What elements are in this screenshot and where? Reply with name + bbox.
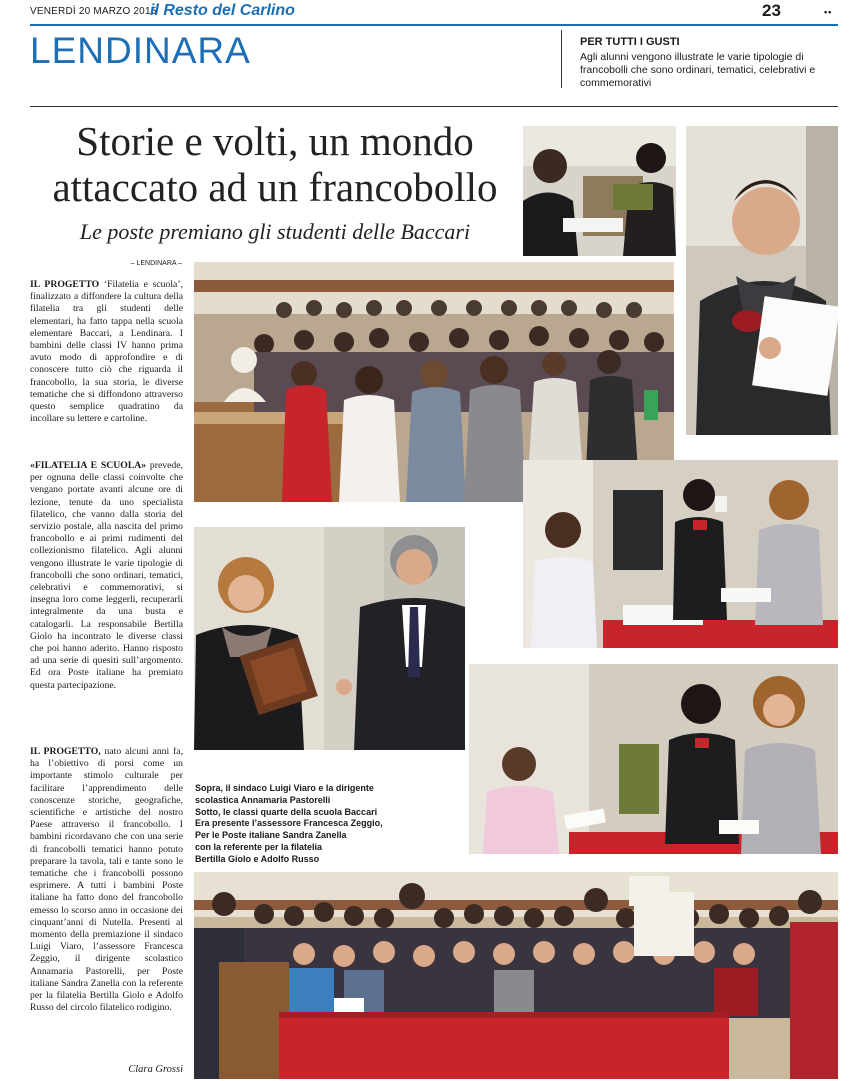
caption-line: scolastica Annamaria Pastorelli xyxy=(195,794,331,805)
caption-line: Era presente l’assessore Francesca Zeggio, xyxy=(195,818,383,829)
page-number: 23 xyxy=(762,1,781,20)
issue-date: VENERDÌ 20 MARZO 2015 xyxy=(30,6,157,17)
headline xyxy=(30,118,520,210)
paragraph-text: nato alcuni anni fa, ha l’obiettivo di porsi come un importante stimolo culturale per facilitare l’apprendimento delle conoscenze storiche, geografiche, scientifiche e artistiche del nostro Paese attraverso il francobollo. I bambini ricordavano che con una serie di francobolli tematici hanno potuto preparare la tavola, tali e tante sono le tematiche che i francobolli possono esprimere. A tutti i bambini Poste italiane ha fatto dono del francobollo emesso lo scorso anno in occasione dei cinquant’anni di Nutella. Presenti al momento della premiazione il sindaco Luigi Viaro, l’assessore Francesca Zeggio, il dirigente scolastico Annamaria Pastorelli, per Poste italiane Sandra Zanella con la referente per la filatelia Bertilla Giolo e Adolfo Russo del circolo filatelico rodigino. xyxy=(30,746,183,1014)
article-paragraph-3 xyxy=(30,746,183,1014)
subheadline: Le poste premiano gli studenti delle Baccari xyxy=(79,219,471,244)
section-title: LENDINARA xyxy=(30,30,251,71)
photo-caption xyxy=(195,783,465,866)
paragraph-text: prevede, per ognuna delle classi coinvolte che vengano portate avanti alcune ore di lezione, tenute da uno specialista filatelico, che vanno dalla storia del servizio postale, alla nascita del primo francobollo e ai primi rudimenti del collezionismo filatelico. Agli alunni vengono illustrate le varie tipologie di francobolli che sono ordinari, tematici, celebrativi e commemorativi, si insegna loro come leggerli, recuperarli integralmente da una busta e catalogarli. La responsabile Bertilla Giolo ha incontrato le diverse classi che poi hanno aderito. Hanno risposto ad una serie di quesiti sull’argomento. Ed ora Poste italiane ha premiato questa partecipazione. xyxy=(30,460,183,691)
article-paragraph-2 xyxy=(30,460,183,692)
paragraph-text: ‘Filatelia e scuola’, finalizzato a diffondere la cultura della filatelia tra gli studenti delle elementari, ha fatto tappa nella scuola elementare Baccari, a Lendinara. I bambini delle classi IV hanno prima avuto modo di approfondire e di conoscere tutto ciò che riguarda il francobollo, la sua storia, le diverse tematiche che si diffondono attraverso questo semplice quadratino da incollare su lettere e cartoline. xyxy=(30,279,183,425)
teaser-title: PER TUTTI I GUSTI xyxy=(580,36,680,48)
photo-boy-with-paper xyxy=(686,126,838,435)
caption-line: Bertilla Giolo e Adolfo Russo xyxy=(195,853,320,864)
teaser-text: Agli alunni vengono illustrate le varie tipologie di francobolli che sono ordinari, tematici, celebrativi e commemorativi xyxy=(580,51,816,89)
newspaper-masthead: il Resto del Carlino xyxy=(150,2,295,19)
top-rule xyxy=(30,24,838,26)
photo-boy-receiving-envelope xyxy=(523,126,676,256)
headline-line-2: attaccato ad un francobollo xyxy=(52,164,498,210)
header-divider xyxy=(561,30,562,88)
caption-line: Per le Poste italiane Sandra Zanella xyxy=(195,830,347,841)
paragraph-lead: IL PROGETTO xyxy=(30,279,100,290)
photo-teachers-with-stamp xyxy=(523,460,838,648)
page-dots: •• xyxy=(824,7,833,17)
caption-line: Sopra, il sindaco Luigi Viaro e la dirigente xyxy=(195,783,374,793)
photo-group xyxy=(194,872,838,1079)
caption-line: con la referente per la filatelia xyxy=(195,841,323,852)
author-signature: Clara Grossi xyxy=(128,1064,183,1075)
paragraph-lead: «FILATELIA E SCUOLA» xyxy=(30,460,147,471)
byline: – LENDINARA – xyxy=(130,260,182,267)
header-rule xyxy=(30,106,838,107)
paragraph-lead: IL PROGETTO, xyxy=(30,746,101,757)
article-paragraph-1 xyxy=(30,279,183,425)
photo-girl-receiving-prize xyxy=(469,664,838,854)
caption-line: Sotto, le classi quarte della scuola Baccari xyxy=(195,806,378,817)
headline-line-1: Storie e volti, un mondo xyxy=(76,118,474,164)
photo-mayor-and-director-plaque xyxy=(194,527,465,750)
